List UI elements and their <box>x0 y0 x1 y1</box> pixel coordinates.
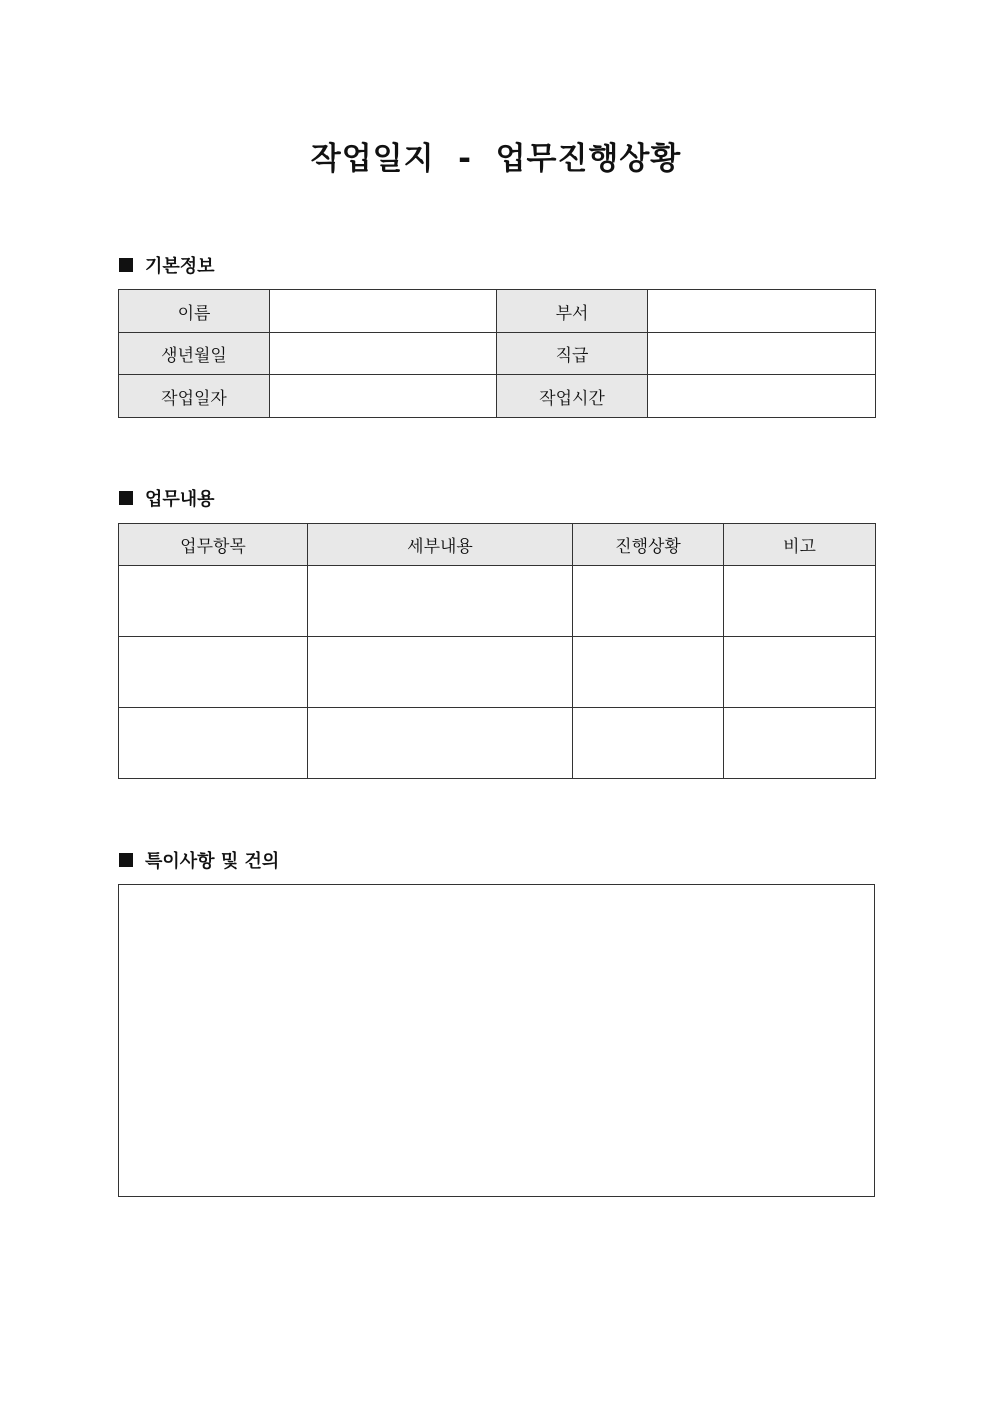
work-content-table <box>118 523 876 779</box>
birthdate-field[interactable] <box>270 333 497 375</box>
notes-box[interactable] <box>118 884 875 1197</box>
column-header-remarks: 비고 <box>724 524 876 566</box>
progress-cell[interactable] <box>573 708 724 779</box>
notes-heading-label: 특이사항 및 건의 <box>145 851 280 872</box>
table-header-row <box>119 524 876 566</box>
table-row <box>119 708 876 779</box>
column-header-progress: 진행상황 <box>573 524 724 566</box>
name-field[interactable] <box>270 290 497 333</box>
remarks-cell[interactable] <box>724 637 876 708</box>
table-row <box>119 566 876 637</box>
work-content-heading-label: 업무내용 <box>145 489 215 510</box>
table-row <box>119 333 876 375</box>
department-field[interactable] <box>648 290 876 333</box>
work-item-cell[interactable] <box>119 566 308 637</box>
column-header-details: 세부내용 <box>308 524 573 566</box>
details-cell[interactable] <box>308 708 573 779</box>
basic-info-heading-label: 기본정보 <box>145 256 215 277</box>
birthdate-label: 생년월일 <box>119 333 270 375</box>
square-bullet-icon <box>119 853 133 867</box>
position-field[interactable] <box>648 333 876 375</box>
table-row <box>119 637 876 708</box>
column-header-work-item: 업무항목 <box>119 524 308 566</box>
name-label: 이름 <box>119 290 270 333</box>
notes-heading <box>119 849 279 871</box>
details-cell[interactable] <box>308 566 573 637</box>
work-item-cell[interactable] <box>119 637 308 708</box>
position-label: 직급 <box>497 333 648 375</box>
work-date-field[interactable] <box>270 375 497 418</box>
remarks-cell[interactable] <box>724 566 876 637</box>
work-date-label: 작업일자 <box>119 375 270 418</box>
document-title: 작업일지 - 업무진행상황 <box>310 141 682 177</box>
work-item-cell[interactable] <box>119 708 308 779</box>
square-bullet-icon <box>119 258 133 272</box>
table-row <box>119 290 876 333</box>
work-time-label: 작업시간 <box>497 375 648 418</box>
basic-info-table <box>118 289 876 418</box>
progress-cell[interactable] <box>573 566 724 637</box>
details-cell[interactable] <box>308 637 573 708</box>
basic-info-heading <box>119 254 215 276</box>
department-label: 부서 <box>497 290 648 333</box>
progress-cell[interactable] <box>573 637 724 708</box>
table-row <box>119 375 876 418</box>
work-time-field[interactable] <box>648 375 876 418</box>
remarks-cell[interactable] <box>724 708 876 779</box>
work-content-heading <box>119 487 215 509</box>
square-bullet-icon <box>119 491 133 505</box>
